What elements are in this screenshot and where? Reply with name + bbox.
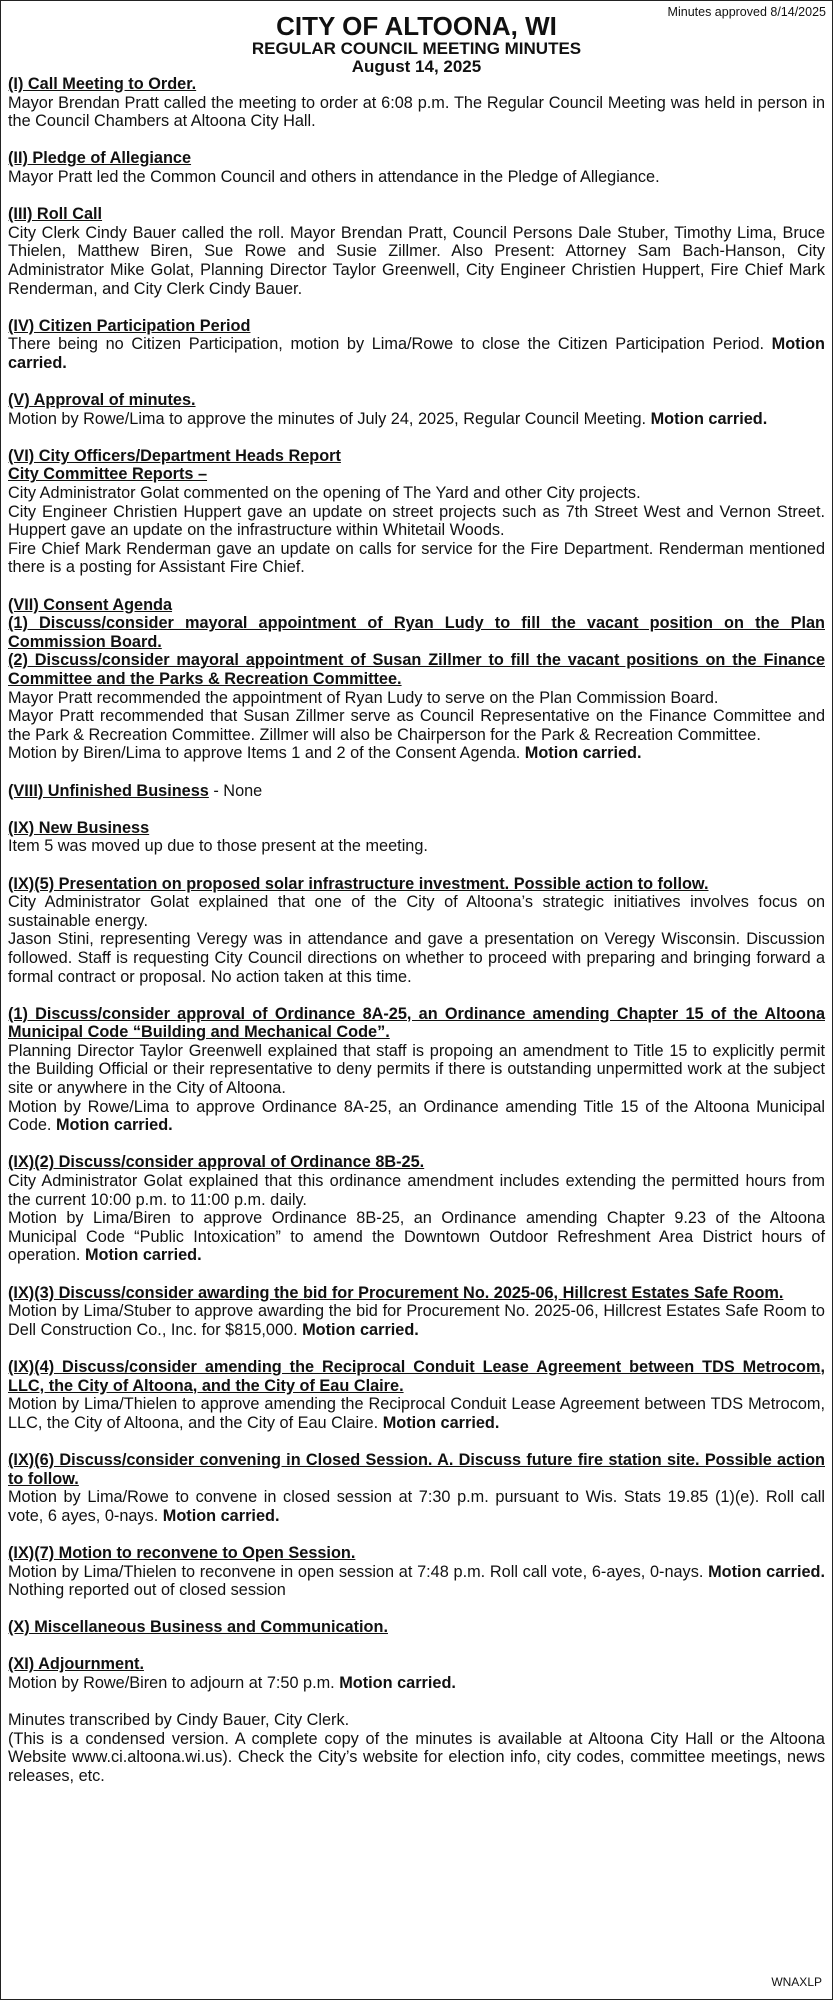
section-miscellaneous xyxy=(8,1618,825,1637)
section-roll-call xyxy=(8,205,825,298)
section-ordinance-8b-25 xyxy=(8,1153,825,1265)
section-text: City Clerk Cindy Bauer called the roll. Mayor Brendan Pratt, Council Persons Dale Stuber, Timothy Lima, Bruce Thielen, Matthew Biren, Sue Rowe and Susie Zillmer. Also Present: Attorney Sam Bach-Hanson, City Administrator Mike Golat, Planning Director Taylor Greenwell, City Engineer Christien Huppert, Fire Chief Mark Renderman, and City Clerk Cindy Bauer. xyxy=(8,223,825,298)
section-text xyxy=(8,1302,825,1339)
publication-code: WNAXLP xyxy=(771,1975,822,1989)
section-text xyxy=(8,1563,825,1600)
motion-text: Motion by Rowe/Lima to approve the minutes of July 24, 2025, Regular Council Meeting. xyxy=(8,409,651,428)
section-closed-session xyxy=(8,1451,825,1525)
section-heading: (VI) City Officers/Department Heads Report xyxy=(8,446,341,465)
motion-text: Motion by Biren/Lima to approve Items 1 and 2 of the Consent Agenda. xyxy=(8,744,525,763)
section-text: Mayor Pratt recommended that Susan Zillmer serve as Council Representative on the Finance Committee and the Park & Recreation Committee. Zillmer will also be Chairperson for the Park & Recreation Committee. xyxy=(8,707,825,744)
section-text: Jason Stini, representing Veregy was in attendance and gave a presentation on Veregy Wisconsin. Discussion followed. Staff is requesting City Council directions on whether to proceed with preparing and bringing forward a formal contract or proposal. No action taken at this time. xyxy=(8,930,825,986)
section-heading: (IX)(3) Discuss/consider awarding the bid for Procurement No. 2025-06, Hillcrest Estates Safe Room. xyxy=(8,1283,784,1302)
section-procurement-bid xyxy=(8,1284,825,1340)
section-call-to-order xyxy=(8,75,825,131)
section-text: Item 5 was moved up due to those present at the meeting. xyxy=(8,837,428,856)
motion-result: Motion carried. xyxy=(302,1320,419,1339)
section-heading: (IX) New Business xyxy=(8,818,150,837)
section-heading: (IX)(7) Motion to reconvene to Open Session. xyxy=(8,1543,356,1562)
section-text: Fire Chief Mark Renderman gave an update on calls for service for the Fire Department. Renderman mentioned there is a posting for Assistant Fire Chief. xyxy=(8,539,825,577)
section-adjournment xyxy=(8,1655,825,1692)
section-text xyxy=(8,1098,825,1135)
motion-text: Motion by Rowe/Biren to adjourn at 7:50 p.m. xyxy=(8,1674,340,1693)
section-text xyxy=(8,1209,825,1265)
section-text: City Administrator Golat commented on the opening of The Yard and other City projects. xyxy=(8,484,641,503)
footer-notes xyxy=(8,1711,825,1785)
section-open-session xyxy=(8,1544,825,1600)
section-text: City Engineer Christien Huppert gave an update on street projects such as 7th Street West and Vernon Street. Huppert gave an update on the infrastructure within Whitetail Woods. xyxy=(8,502,825,540)
section-text: Mayor Brendan Pratt called the meeting to order at 6:08 p.m. The Regular Council Meeting was held in person in the Council Chambers at Altoona City Hall. xyxy=(8,93,825,131)
minutes-body xyxy=(8,75,825,1786)
section-heading: (IX)(5) Presentation on proposed solar infrastructure investment. Possible action to follow. xyxy=(8,874,709,893)
section-new-business xyxy=(8,819,825,856)
section-solar-presentation xyxy=(8,875,825,987)
section-text xyxy=(8,410,825,429)
motion-result: Motion carried. xyxy=(524,744,642,763)
motion-result: Motion carried. xyxy=(650,409,768,428)
section-heading: (X) Miscellaneous Business and Communication. xyxy=(8,1618,388,1637)
section-heading: (II) Pledge of Allegiance xyxy=(8,149,192,168)
section-citizen-participation xyxy=(8,317,825,373)
condensed-version-note: (This is a condensed version. A complete copy of the minutes is available at Altoona City Hall or the Altoona Website www.ci.altoona.wi.us). Check the City’s website for election info, city codes, committee meetings, news releases, etc. xyxy=(8,1729,825,1786)
section-heading: (IV) Citizen Participation Period xyxy=(8,316,251,335)
motion-note: Nothing reported out of closed session xyxy=(8,1581,286,1600)
motion-result: Motion carried. xyxy=(339,1674,456,1693)
section-conduit-lease xyxy=(8,1358,825,1432)
section-heading: (I) Call Meeting to Order. xyxy=(8,75,197,93)
page-title: CITY OF ALTOONA, WI xyxy=(276,11,557,41)
section-text: Mayor Pratt led the Common Council and others in attendance in the Pledge of Allegiance. xyxy=(8,167,660,186)
section-heading: (VIII) Unfinished Business xyxy=(8,781,209,800)
agenda-item: (2) Discuss/consider mayoral appointment of Susan Zillmer to fill the vacant positions on the Finance Committee and the Parks & Recreation Committee. xyxy=(8,651,825,688)
motion-result: Motion carried. xyxy=(8,335,825,372)
section-text: City Administrator Golat explained that this ordinance amendment includes extending the permitted hours from the current 10:00 p.m. to 11:00 p.m. daily. xyxy=(8,1172,825,1209)
section-text xyxy=(8,744,825,763)
motion-text: Motion by Lima/Biren to approve Ordinance 8B-25, an Ordinance amending Chapter 9.23 of the Altoona Municipal Code “Public Intoxication” to amend the Downtown Outdoor Refreshment Area District hours of operation. xyxy=(8,1209,825,1265)
transcription-note: Minutes transcribed by Cindy Bauer, City Clerk. xyxy=(8,1711,350,1730)
section-approval-minutes xyxy=(8,391,825,428)
motion-text: Motion by Rowe/Lima to approve Ordinance 8A-25, an Ordinance amending Title 15 of the Altoona Municipal Code. xyxy=(8,1097,825,1135)
section-subheading: City Committee Reports – xyxy=(8,465,208,484)
motion-text: There being no Citizen Participation, motion by Lima/Rowe to close the Citizen Participation Period. xyxy=(8,335,772,354)
meeting-date: August 14, 2025 xyxy=(351,57,482,76)
motion-text: Motion by Lima/Rowe to convene in closed session at 7:30 p.m. pursuant to Wis. Stats 19.85 (1)(e). Roll call vote, 6 ayes, 0-nays. xyxy=(8,1488,825,1525)
agenda-item: (1) Discuss/consider mayoral appointment of Ryan Ludy to fill the vacant position on the Plan Commission Board. xyxy=(8,614,825,651)
section-heading: (IX)(2) Discuss/consider approval of Ordinance 8B-25. xyxy=(8,1153,425,1172)
section-unfinished-business xyxy=(8,782,825,801)
section-text xyxy=(8,782,825,801)
section-note: - None xyxy=(208,781,263,800)
section-officer-reports xyxy=(8,447,825,577)
motion-result: Motion carried. xyxy=(382,1413,500,1432)
section-heading: (1) Discuss/consider approval of Ordinance 8A-25, an Ordinance amending Chapter 15 of the Altoona Municipal Code “Building and Mechanical Code”. xyxy=(8,1004,825,1042)
section-text xyxy=(8,1488,825,1525)
section-text xyxy=(8,335,825,372)
section-heading: (V) Approval of minutes. xyxy=(8,391,196,410)
section-heading: (III) Roll Call xyxy=(8,205,103,224)
approval-note: Minutes approved 8/14/2025 xyxy=(667,5,826,19)
section-text: Mayor Pratt recommended the appointment of Ryan Ludy to serve on the Plan Commission Board. xyxy=(8,688,719,707)
section-heading: (IX)(4) Discuss/consider amending the Reciprocal Conduit Lease Agreement between TDS Metrocom, LLC, the City of Altoona, and the City of Eau Claire. xyxy=(8,1357,825,1395)
motion-text: Motion by Lima/Stuber to approve awarding the bid for Procurement No. 2025-06, Hillcrest Estates Safe Room to Dell Construction Co., Inc. for $815,000. xyxy=(8,1302,825,1339)
section-heading: (IX)(6) Discuss/consider convening in Closed Session. A. Discuss future fire station site. Possible action to follow. xyxy=(8,1450,825,1488)
motion-text: Motion by Lima/Thielen to approve amending the Reciprocal Conduit Lease Agreement between TDS Metrocom, LLC, the City of Altoona, and the City of Eau Claire. xyxy=(8,1395,825,1432)
section-text: City Administrator Golat explained that one of the City of Altoona’s strategic initiatives involves focus on sustainable energy. xyxy=(8,893,825,930)
section-pledge xyxy=(8,149,825,186)
section-heading: (VII) Consent Agenda xyxy=(8,595,173,614)
page-subtitle: REGULAR COUNCIL MEETING MINUTES xyxy=(251,39,582,58)
motion-text: Motion by Lima/Thielen to reconvene in open session at 7:48 p.m. Roll call vote, 6-ayes, 0-nays. xyxy=(8,1562,709,1581)
motion-result: Motion carried. xyxy=(162,1506,280,1525)
section-consent-agenda xyxy=(8,596,825,763)
motion-result: Motion carried. xyxy=(708,1562,825,1581)
section-text: Planning Director Taylor Greenwell explained that staff is propoing an amendment to Title 15 to explicitly permit the Building Official or their representative to deny permits if there is outstanding unpermitted work at the subject site or anywhere in the City of Altoona. xyxy=(8,1041,825,1098)
section-heading: (XI) Adjournment. xyxy=(8,1655,144,1674)
section-ordinance-8a-25 xyxy=(8,1005,825,1135)
motion-result: Motion carried. xyxy=(55,1116,173,1135)
section-text xyxy=(8,1395,825,1432)
section-text xyxy=(8,1674,825,1693)
motion-result: Motion carried. xyxy=(84,1246,202,1265)
